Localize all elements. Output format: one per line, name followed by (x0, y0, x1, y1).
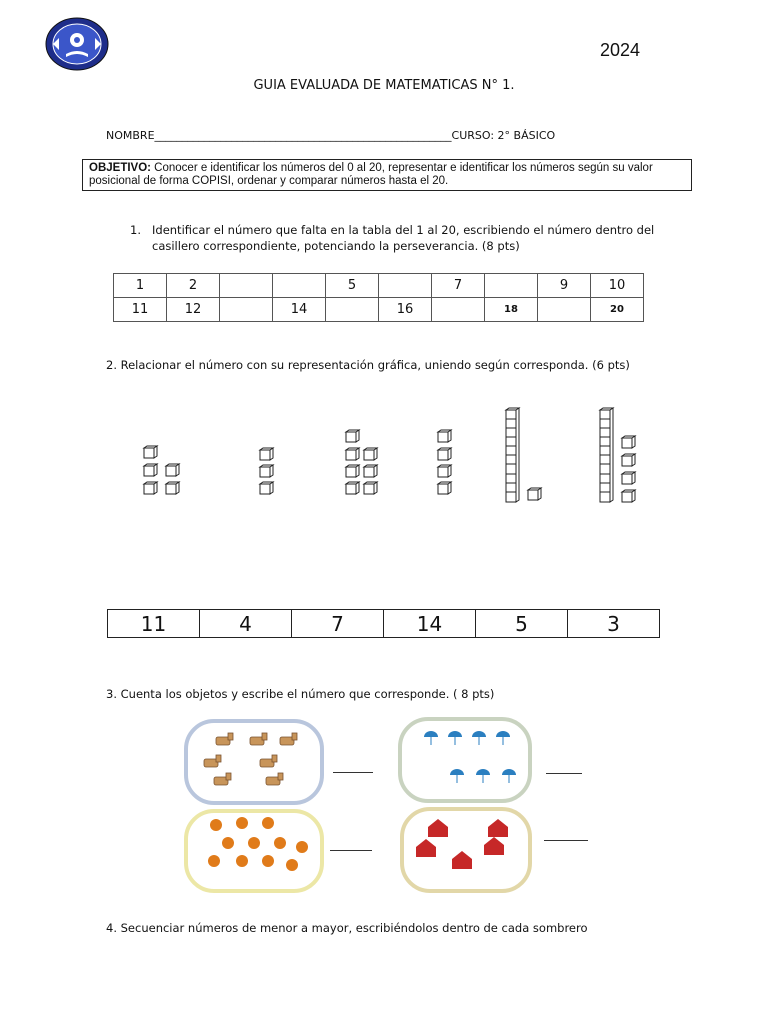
objective-box (82, 159, 692, 191)
school-logo (44, 16, 110, 72)
question-1-text: Identificar el número que falta en la tabla del 1 al 20, escribiendo el número dentro del casillero correspondiente, potenciando la perseverancia. (8 pts) (152, 223, 655, 253)
table-cell: 20 (591, 298, 644, 322)
table-row (114, 298, 644, 322)
question-4-text: 4. Secuenciar números de menor a mayor, escribiéndolos dentro de cada sombrero (106, 921, 588, 935)
question-1-number: 1. (130, 223, 141, 237)
table-cell[interactable] (273, 274, 326, 298)
table-cell: 3 (568, 610, 660, 638)
question-2-text: 2. Relacionar el número con su representación gráfica, uniendo según corresponda. (6 pts) (106, 358, 630, 372)
table-cell: 14 (384, 610, 476, 638)
table-cell[interactable] (220, 298, 273, 322)
table-cell: 16 (379, 298, 432, 322)
objective-text: Conocer e identificar los números del 0 al 20, representar e identificar los números según su valor posicional de forma COPISI, ordenar y comparar números hasta el 20. (89, 162, 653, 187)
table-cell: 5 (326, 274, 379, 298)
answer-line-umbrellas[interactable] (546, 773, 582, 774)
table-row (114, 274, 644, 298)
numbers-to-match-table (107, 609, 660, 638)
table-cell[interactable] (379, 274, 432, 298)
table-cell: 5 (476, 610, 568, 638)
table-cell: 7 (292, 610, 384, 638)
year: 2024 (600, 40, 641, 60)
table-cell: 9 (538, 274, 591, 298)
table-cell[interactable] (220, 274, 273, 298)
table-cell: 14 (273, 298, 326, 322)
question-1 (130, 222, 670, 254)
table-cell: 1 (114, 274, 167, 298)
table-cell: 7 (432, 274, 485, 298)
table-cell: 12 (167, 298, 220, 322)
table-cell[interactable] (485, 274, 538, 298)
table-row (108, 610, 660, 638)
table-cell[interactable] (538, 298, 591, 322)
answer-line-horses[interactable] (333, 772, 373, 773)
table-cell[interactable] (326, 298, 379, 322)
question-3-text: 3. Cuenta los objetos y escribe el número que corresponde. ( 8 pts) (106, 687, 495, 701)
table-cell: 4 (200, 610, 292, 638)
base-ten-blocks-illustration (120, 400, 660, 510)
table-cell: 18 (485, 298, 538, 322)
table-cell: 10 (591, 274, 644, 298)
table-cell[interactable] (432, 298, 485, 322)
number-table-1-20 (113, 273, 644, 322)
objective-label: OBJETIVO: (89, 162, 151, 174)
name-course-line[interactable]: NOMBRE______________________________________________________CURSO: 2° BÁSICO (106, 129, 556, 142)
answer-line-barns[interactable] (544, 840, 588, 841)
table-cell: 11 (114, 298, 167, 322)
answer-line-leaves[interactable] (330, 850, 372, 851)
table-cell: 11 (108, 610, 200, 638)
counting-objects-illustration (180, 715, 600, 895)
table-cell: 2 (167, 274, 220, 298)
page-title: GUIA EVALUADA DE MATEMATICAS N° 1. (253, 78, 515, 93)
